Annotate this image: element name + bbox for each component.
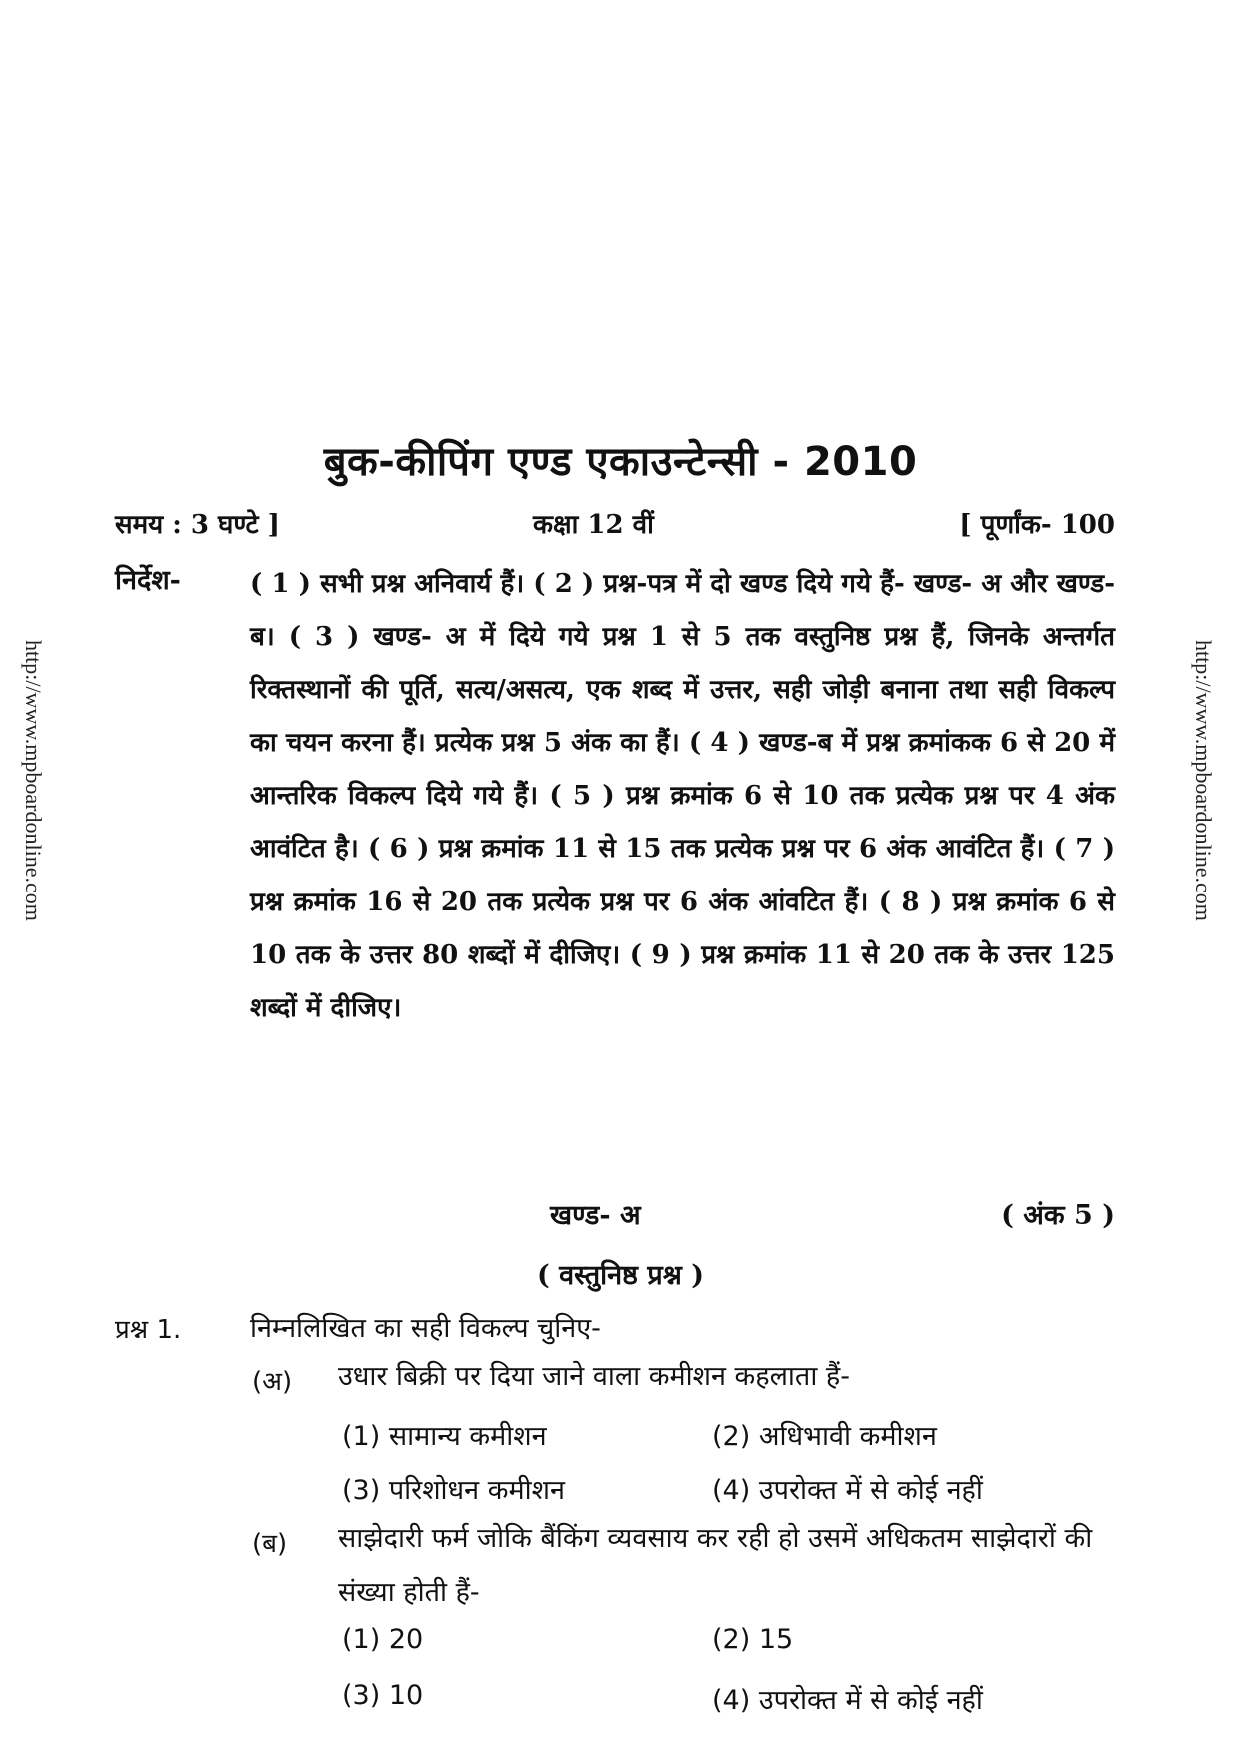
- part-b-option-1: (1) 20: [342, 1624, 424, 1655]
- part-a-option-1: (1) सामान्य कमीशन: [342, 1421, 547, 1452]
- max-marks: [ पूर्णांक- 100: [959, 510, 1115, 540]
- section-header: [115, 1195, 1115, 1239]
- part-b-text: साझेदारी फर्म जोकि बैंकिंग व्यवसाय कर रही हो उसमें अधिकतम साझेदारों की संख्या होती हैं-: [338, 1523, 1093, 1608]
- part-b-option-2: (2) 15: [712, 1624, 794, 1655]
- section-subheading: ( वस्तुनिष्ठ प्रश्न ): [537, 1260, 704, 1291]
- part-a-option-3: (3) परिशोधन कमीशन: [342, 1475, 565, 1506]
- part-a-label: (अ): [252, 1367, 293, 1397]
- section-name: खण्ड- अ: [550, 1200, 641, 1231]
- part-b-label: (ब): [252, 1529, 288, 1559]
- part-a-option-4: (4) उपरोक्त में से कोई नहीं: [712, 1475, 983, 1506]
- watermark-right-text: http://www.mpboardonline.com: [1191, 640, 1216, 921]
- part-b-option-3: (3) 10: [342, 1680, 424, 1711]
- question-number: प्रश्न 1.: [115, 1315, 182, 1345]
- class-level: कक्षा 12 वीं: [533, 510, 654, 540]
- watermark-left-text: http://www.mpboardonline.com: [21, 640, 46, 921]
- question-text: निम्नलिखित का सही विकल्प चुनिए-: [250, 1313, 601, 1344]
- part-b-option-4: (4) उपरोक्त में से कोई नहीं: [712, 1685, 983, 1716]
- paper-title: बुक-कीपिंग एण्ड एकाउन्टेन्सी - 2010: [323, 439, 918, 485]
- paper-meta: [115, 505, 1115, 549]
- instructions-label: निर्देश-: [115, 565, 181, 596]
- part-a-text: उधार बिक्री पर दिया जाने वाला कमीशन कहलाता हैं-: [338, 1361, 850, 1392]
- section-marks: ( अंक 5 ): [1001, 1200, 1115, 1231]
- part-a-option-2: (2) अधिभावी कमीशन: [712, 1421, 937, 1452]
- time-allowed: समय : 3 घण्टे ]: [115, 510, 280, 540]
- watermark-left: [20, 640, 50, 1080]
- instructions-text: ( 1 ) सभी प्रश्न अनिवार्य हैं। ( 2 ) प्रश्न-पत्र में दो खण्ड दिये गये हैं- खण्ड- अ और खण्ड-ब। ( 3 ) खण्ड- अ में दिये गये प्रश्न 1 से 5 तक वस्तुनिष्ठ प्रश्न हैं, जिनके अन्तर्गत रिक्तस्थानों की पूर्ति, सत्य/असत्य, एक शब्द में उत्तर, सही जोड़ी बनाना तथा सही विकल्प का चयन करना हैं। प्रत्येक प्रश्न 5 अंक का हैं। ( 4 ) खण्ड-ब में प्रश्न क्रमांकक 6 से 20 में आन्तरिक विकल्प दिये गये हैं। ( 5 ) प्रश्न क्रमांक 6 से 10 तक प्रत्येक प्रश्न पर 4 अंक आवंटित है। ( 6 ) प्रश्न क्रमांक 11 से 15 तक प्रत्येक प्रश्न पर 6 अंक आवंटित हैं। ( 7 ) प्रश्न क्रमांक 16 से 20 तक प्रत्येक प्रश्न पर 6 अंक आंवटित हैं। ( 8 ) प्रश्न क्रमांक 6 से 10 तक के उत्तर 80 शब्दों में दीजिए। ( 9 ) प्रश्न क्रमांक 11 से 20 तक के उत्तर 125 शब्दों में दीजिए।: [250, 569, 1115, 1023]
- watermark-right: [1190, 640, 1220, 1080]
